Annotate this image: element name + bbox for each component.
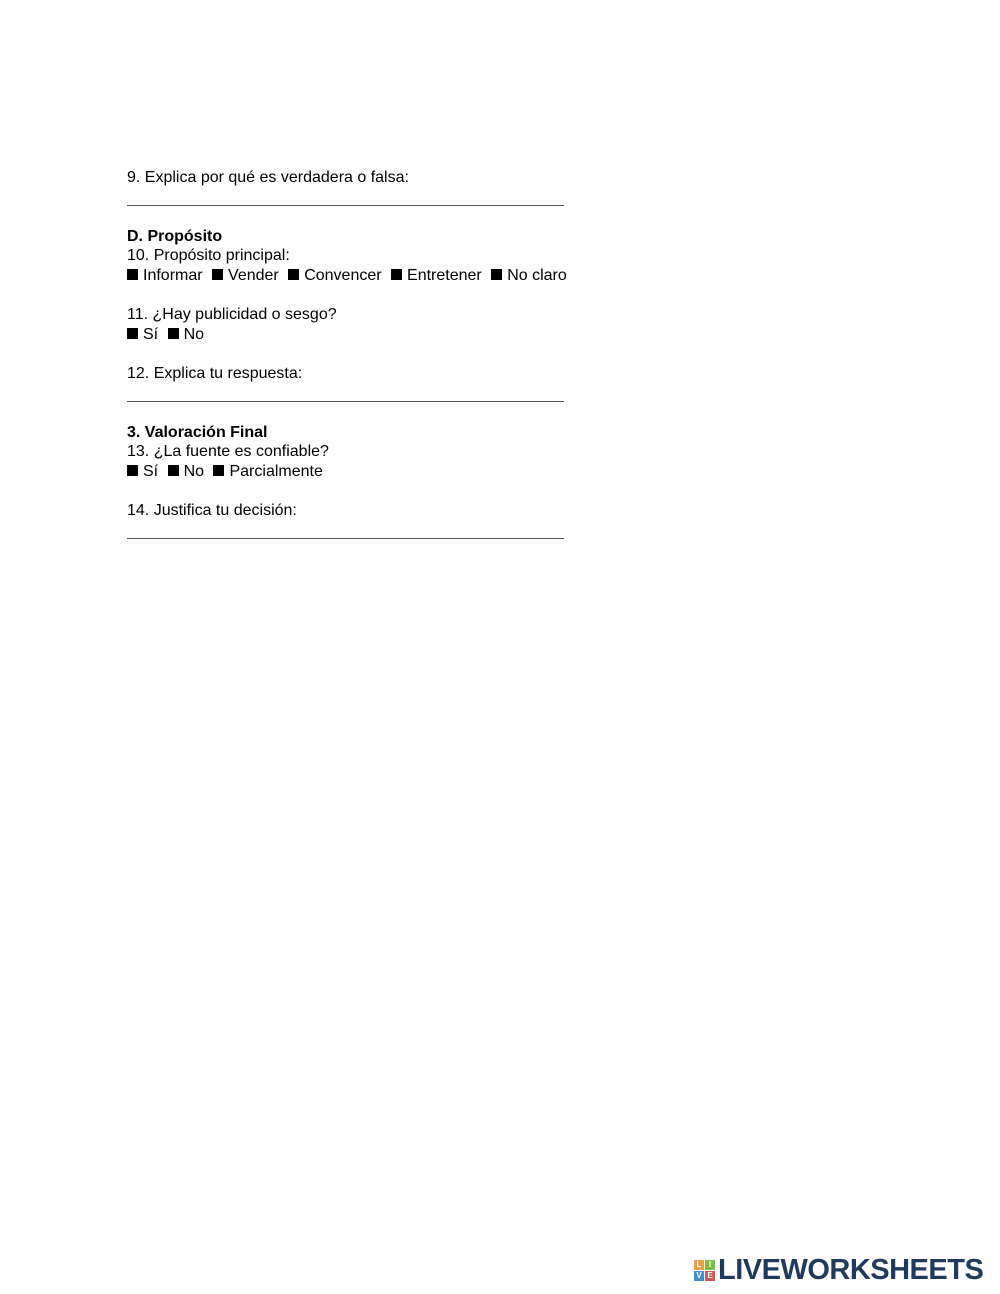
- question-10-options: [127, 266, 567, 286]
- question-9-label: 9. Explica por qué es verdadera o falsa:: [127, 169, 409, 186]
- checkbox-square-icon[interactable]: [491, 269, 502, 280]
- option-parcialmente[interactable]: Parcialmente: [213, 463, 322, 480]
- checkbox-square-icon[interactable]: [127, 465, 138, 476]
- question-11-options: [127, 325, 204, 345]
- answer-line-12[interactable]: [127, 401, 564, 402]
- checkbox-square-icon[interactable]: [288, 269, 299, 280]
- question-12-label: 12. Explica tu respuesta:: [127, 365, 303, 382]
- option-informar[interactable]: Informar: [127, 267, 203, 284]
- checkbox-square-icon[interactable]: [212, 269, 223, 280]
- option-convencer[interactable]: Convencer: [288, 267, 381, 284]
- checkbox-square-icon[interactable]: [168, 465, 179, 476]
- answer-line-14[interactable]: [127, 538, 564, 539]
- liveworksheets-logo-text: LIVEWORKSHEETS: [718, 1254, 984, 1286]
- checkbox-square-icon[interactable]: [213, 465, 224, 476]
- question-13-label: 13. ¿La fuente es confiable?: [127, 443, 329, 460]
- question-13-options: [127, 462, 323, 482]
- question-11-label: 11. ¿Hay publicidad o sesgo?: [127, 306, 337, 323]
- option-si[interactable]: Sí: [127, 463, 158, 480]
- option-si[interactable]: Sí: [127, 326, 158, 343]
- option-no[interactable]: No: [168, 463, 204, 480]
- checkbox-square-icon[interactable]: [391, 269, 402, 280]
- section-d-title: D. Propósito: [127, 228, 223, 245]
- option-vender[interactable]: Vender: [212, 267, 279, 284]
- option-no-claro[interactable]: No claro: [491, 267, 567, 284]
- question-14-label: 14. Justifica tu decisión:: [127, 502, 297, 519]
- answer-line-9[interactable]: [127, 205, 564, 206]
- checkbox-square-icon[interactable]: [168, 328, 179, 339]
- option-entretener[interactable]: Entretener: [391, 267, 482, 284]
- liveworksheets-logo: [694, 1254, 983, 1286]
- section-3-title: 3. Valoración Final: [127, 424, 268, 441]
- checkbox-square-icon[interactable]: [127, 328, 138, 339]
- question-10-label: 10. Propósito principal:: [127, 247, 290, 264]
- checkbox-square-icon[interactable]: [127, 269, 138, 280]
- option-no[interactable]: No: [168, 326, 204, 343]
- liveworksheets-logo-icon: L I V E: [694, 1260, 715, 1281]
